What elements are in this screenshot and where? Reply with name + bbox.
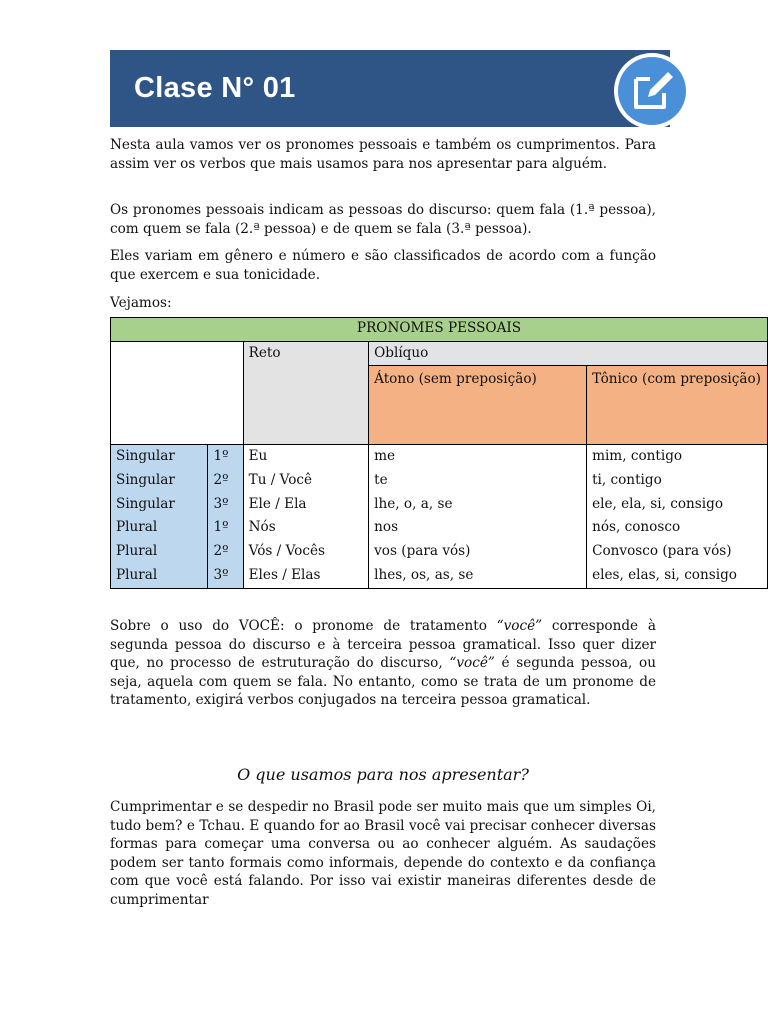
atono-cell: lhes, os, as, se: [369, 564, 587, 588]
table-corner-cell: [111, 342, 244, 445]
table-row: [111, 540, 768, 564]
reto-cell: Vós / Vocês: [243, 540, 369, 564]
page-title: Clase N° 01: [134, 72, 296, 104]
reto-cell: Nós: [243, 516, 369, 540]
lead-in-text: Vejamos:: [110, 295, 172, 311]
voce-paragraph: [110, 617, 656, 710]
tonico-cell: ti, contigo: [587, 469, 768, 493]
voce-text-2: corresponde à segunda pessoa do discurso e à terceira pessoa gramatical. Isso quer dizer que, no processo de estruturação do discurso,: [110, 618, 656, 671]
variation-paragraph: Eles variam em gênero e número e são classificados de acordo com a função que exercem e sua tonicidade.: [110, 248, 656, 283]
voce-text-1: Sobre o uso do VOCÊ: o pronome de tratamento: [110, 618, 497, 634]
voce-text-3: é segunda pessoa, ou seja, aquela com quem se fala. No entanto, como se trata de um pronome de tratamento, exigirá verbos conjugados na terceira pessoa gramatical.: [110, 655, 656, 708]
header-reto: Reto: [243, 342, 369, 445]
person-cell: 1º: [208, 516, 243, 540]
pronouns-table: [110, 317, 768, 589]
voce-quote-2: “você”: [449, 655, 495, 671]
tonico-cell: eles, elas, si, consigo: [587, 564, 768, 588]
person-cell: 2º: [208, 469, 243, 493]
number-cell: Plural: [111, 564, 208, 588]
header-tonico: Tônico (com preposição): [587, 366, 768, 445]
table-row: [111, 493, 768, 517]
atono-cell: lhe, o, a, se: [369, 493, 587, 517]
header-obliquo: Oblíquo: [369, 342, 768, 366]
number-cell: Singular: [111, 493, 208, 517]
reto-cell: Eles / Elas: [243, 564, 369, 588]
header-atono: Átono (sem preposição): [369, 366, 587, 445]
table-row: [111, 469, 768, 493]
section-heading: O que usamos para nos apresentar?: [237, 765, 529, 784]
voce-quote-1: “você”: [496, 618, 543, 634]
reto-cell: Tu / Você: [243, 469, 369, 493]
atono-cell: te: [369, 469, 587, 493]
number-cell: Singular: [111, 445, 208, 469]
person-cell: 2º: [208, 540, 243, 564]
table-row: [111, 516, 768, 540]
person-cell: 3º: [208, 564, 243, 588]
number-cell: Plural: [111, 540, 208, 564]
tonico-cell: Convosco (para vós): [587, 540, 768, 564]
tonico-cell: ele, ela, si, consigo: [587, 493, 768, 517]
table-row: [111, 564, 768, 588]
atono-cell: vos (para vós): [369, 540, 587, 564]
person-cell: 3º: [208, 493, 243, 517]
pronouns-paragraph: Os pronomes pessoais indicam as pessoas do discurso: quem fala (1.ª pessoa), com quem se fala (2.ª pessoa) e de quem se fala (3.ª pessoa).: [110, 202, 656, 237]
number-cell: Singular: [111, 469, 208, 493]
table-row: [111, 445, 768, 469]
person-cell: 1º: [208, 445, 243, 469]
table-title: PRONOMES PESSOAIS: [111, 318, 768, 342]
tonico-cell: mim, contigo: [587, 445, 768, 469]
reto-cell: Eu: [243, 445, 369, 469]
atono-cell: me: [369, 445, 587, 469]
tonico-cell: nós, conosco: [587, 516, 768, 540]
number-cell: Plural: [111, 516, 208, 540]
edit-icon: [612, 51, 692, 131]
intro-paragraph: Nesta aula vamos ver os pronomes pessoais e também os cumprimentos. Para assim ver os verbos que mais usamos para nos apresentar para alguém.: [110, 137, 656, 172]
reto-cell: Ele / Ela: [243, 493, 369, 517]
greetings-paragraph: Cumprimentar e se despedir no Brasil pode ser muito mais que um simples Oi, tudo bem? e Tchau. E quando for ao Brasil você vai precisar conhecer diversas formas para começar uma conversa ou ao conhecer alguém. As saudações podem ser tanto formais como informais, depende do contexto e da confiança com que você está falando. Por isso vai existir maneiras diferentes desde de cumprimentar: [110, 799, 656, 908]
atono-cell: nos: [369, 516, 587, 540]
